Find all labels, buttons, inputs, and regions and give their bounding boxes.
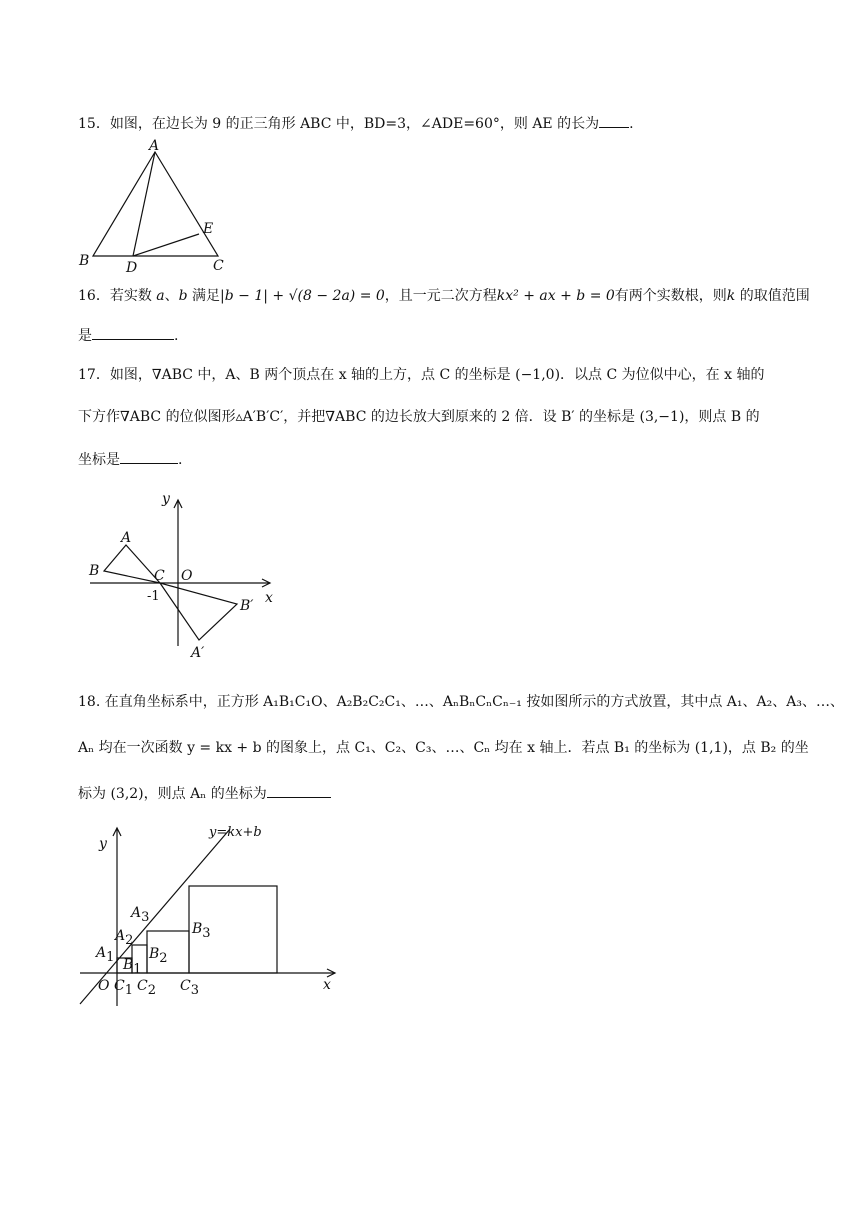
segment-de (133, 234, 199, 256)
segment-ad (133, 152, 155, 256)
y-axis-arrow (113, 828, 121, 836)
question-17-line-1: 17．如图，∇ABC 中，A、B 两个顶点在 x 轴的上方，点 C 的坐标是 (−1,0)．以点 C 为位似中心，在 x 轴的 (78, 367, 765, 383)
q18-answer-blank (267, 783, 331, 798)
label-d: D (126, 260, 138, 276)
question-16-line-1: 16．若实数 a、b 满足|b − 1| + √(8 − 2a) = 0，且一元二次方程kx² + ax + b = 0有两个实数根，则k 的取值范围 (78, 288, 810, 304)
svg-text:A3: $A_3$ (131, 905, 150, 925)
question-18-line-3: 标为 (3,2)，则点 Aₙ 的坐标为 (78, 783, 331, 804)
label-y: y (99, 836, 107, 852)
label-c: C (213, 258, 224, 274)
x-axis-arrow (262, 579, 270, 587)
label-c3 (180, 978, 199, 998)
question-15-text: 15．如图，在边长为 9 的正三角形 ABC 中，BD=3，∠ADE=60°，则 AE 的长为 . (78, 113, 634, 134)
svg-text:B1: $B_1$ (123, 957, 142, 977)
label-b: B (89, 563, 100, 579)
triangle-abc-prime (160, 583, 237, 640)
label-e: E (203, 221, 214, 237)
square-4 (189, 886, 277, 973)
square-3 (147, 931, 189, 973)
svg-text:C3: $C_3$ (180, 978, 199, 998)
question-18-line-1: 18. 在直角坐标系中，正方形 A₁B₁C₁O、A₂B₂C₂C₁、…、AₙBₙCₙCₙ₋₁ 按如图所示的方式放置，其中点 A₁、A₂、A₃、…、 (78, 694, 844, 710)
label-c: C (154, 568, 165, 584)
question-17-line-3: 坐标是 . (78, 449, 182, 470)
label-a1 (94, 945, 114, 965)
label-x: x (265, 590, 273, 606)
label-a2 (113, 928, 133, 948)
x-axis-arrow (327, 969, 335, 977)
q16-condition: |b − 1| + √(8 − 2a) = 0 (220, 288, 385, 304)
line-y-kx-b (80, 829, 230, 1004)
label-o: O (98, 978, 110, 994)
svg-text:C2: $C_2$ (137, 978, 156, 998)
q15-answer-blank (599, 113, 629, 128)
question-16-line-2: 是 . (78, 325, 178, 346)
svg-text:B3: $B_3$ (192, 921, 211, 941)
q16-equation: kx² + ax + b = 0 (496, 288, 615, 304)
svg-text:A1: $A_1$ (96, 945, 115, 965)
label-neg1: -1 (147, 589, 160, 604)
label-x: x (323, 977, 331, 993)
q15-stem: 15．如图，在边长为 9 的正三角形 ABC 中，BD=3，∠ADE=60°，则 AE 的长为 (78, 116, 600, 132)
square-2 (132, 945, 147, 973)
square-1 (117, 958, 132, 973)
y-axis-arrow (174, 500, 182, 508)
label-a: A (121, 530, 132, 546)
label-c2 (137, 978, 156, 998)
label-a-prime: A′ (191, 645, 205, 661)
question-18-line-2: Aₙ 均在一次函数 y = kx + b 的图象上，点 C₁、C₂、C₃、…、Cₙ 均在 x 轴上．若点 B₁ 的坐标为 (1,1)，点 B₂ 的坐 (78, 740, 809, 756)
svg-text:B2: $B_2$ (149, 946, 168, 966)
label-a3 (129, 905, 149, 925)
label-a: A (149, 138, 160, 154)
label-line-equation: y=kx+b (209, 825, 262, 840)
q17-answer-blank (120, 449, 178, 464)
question-17-line-2: 下方作∇ABC 的位似图形▵A′B′C′，并把∇ABC 的边长放大到原来的 2 倍．设 B′ 的坐标是 (3,−1)，则点 B 的 (78, 409, 760, 425)
label-b2 (148, 946, 168, 966)
label-o: O (181, 568, 193, 584)
label-b: B (79, 253, 90, 269)
label-b3 (191, 921, 211, 941)
label-b-prime: B′ (240, 598, 254, 614)
label-b1 (122, 957, 142, 977)
label-y: y (162, 491, 170, 507)
svg-text:C1: $C_1$ (114, 978, 133, 998)
triangle-abc (93, 152, 218, 256)
label-c1 (114, 978, 133, 998)
q16-answer-blank (92, 325, 174, 340)
triangle-abc (104, 545, 160, 583)
svg-text:A2: $A_2$ (115, 928, 134, 948)
